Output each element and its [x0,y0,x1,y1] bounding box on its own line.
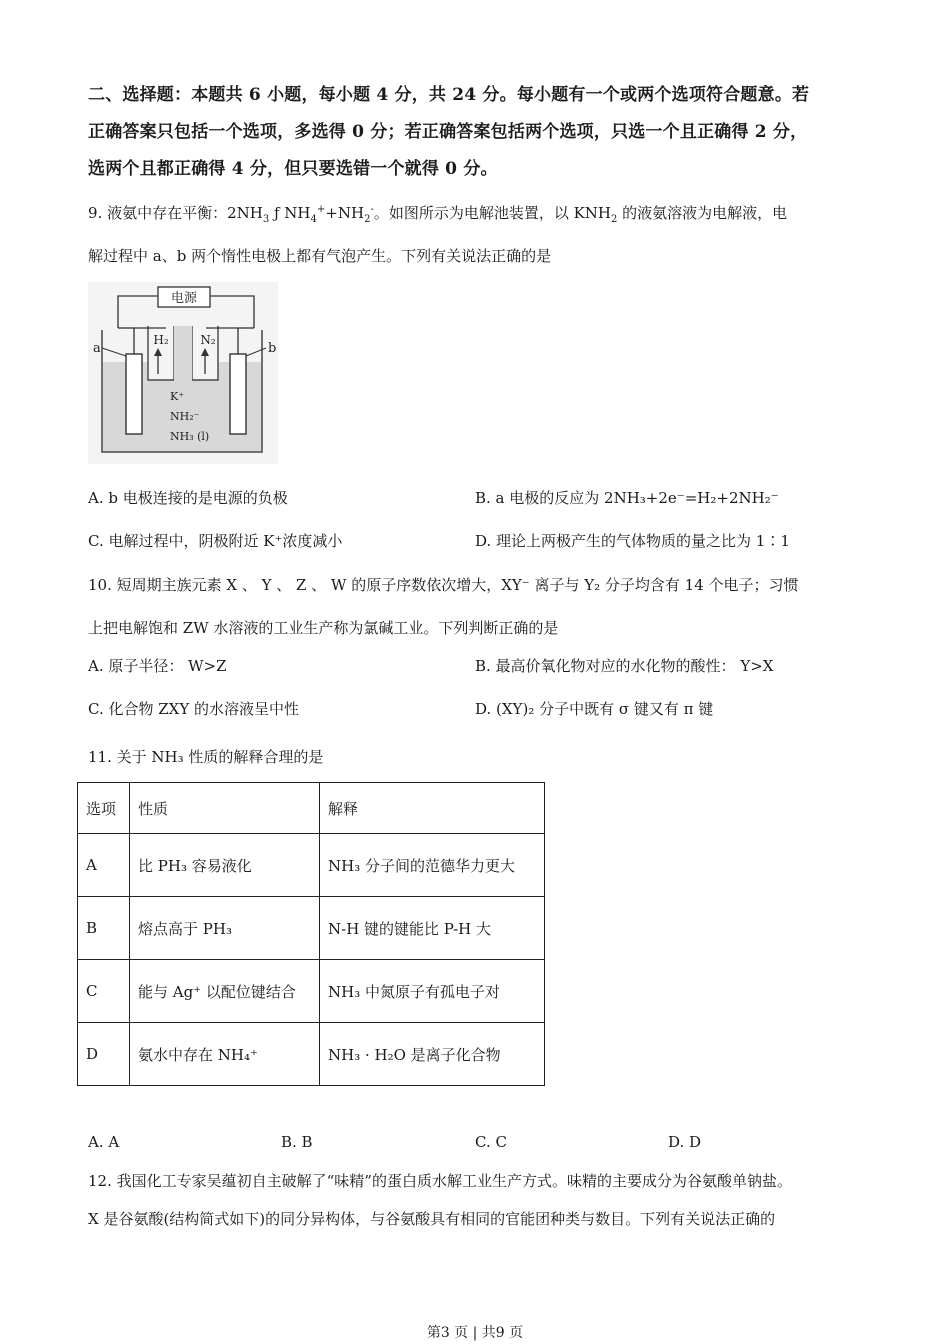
table-row [78,897,545,960]
table-cell: D [78,1023,130,1086]
q9-option-d[interactable]: D. 理论上两极产生的气体物质的量之比为 1∶1 [475,532,790,550]
solvent-label: NH₃ (l) [170,430,210,443]
table-header-cell: 解释 [320,783,545,834]
table-cell: C [78,960,130,1023]
table-cell: 能与 Ag⁺ 以配位键结合 [130,960,320,1023]
q11-option-c[interactable]: C. C [475,1133,507,1151]
power-source-label: 电源 [170,291,198,306]
q11-option-d[interactable]: D. D [668,1133,702,1151]
section-header-line2: 正确答案只包括一个选项，多选得 0 分；若正确答案包括两个选项，只选一个且正确得 2 分， [88,122,808,142]
table-cell: A [78,834,130,897]
q11-table [77,782,545,1086]
q10-option-b[interactable]: B. 最高价氧化物对应的水化物的酸性： Y>X [475,657,774,675]
q10-stem-line1: 10. 短周期主族元素 X 、 Y 、 Z 、 W 的原子序数依次增大，XY⁻ 离子与 Y₂ 分子均含有 14 个电子；习惯 [88,576,799,594]
q10-option-c[interactable]: C. 化合物 ZXY 的水溶液呈中性 [88,700,300,718]
electrode-a-label: a [93,341,101,356]
section-header-line3: 选两个且都正确得 4 分，但只要选错一个就得 0 分。 [88,159,498,179]
table-cell: 熔点高于 PH₃ [130,897,320,960]
n2-label: N₂ [200,333,216,347]
table-row [78,834,545,897]
table-cell: 氨水中存在 NH₄⁺ [130,1023,320,1086]
q9-stem-line1: 9. 液氨中存在平衡：$2NH_3$ ƒ $NH_4^++NH_2^-$。如图所示为电解池装置，以 $KNH_2$ 的液氨溶液为电解液，电 [88,204,788,225]
ion-nh2-label: NH₂⁻ [170,410,200,423]
q10-option-d[interactable]: D. (XY)₂ 分子中既有 σ 键又有 π 键 [475,700,714,718]
table-cell: NH₃ 分子间的范德华力更大 [320,834,545,897]
table-cell: NH₃ 中氮原子有孤电子对 [320,960,545,1023]
table-row [78,1023,545,1086]
q11-option-a[interactable]: A. A [88,1133,120,1151]
q10-option-a[interactable]: A. 原子半径： W>Z [88,657,227,675]
table-cell: B [78,897,130,960]
q9-option-c[interactable]: C. 电解过程中，阴极附近 K⁺浓度减小 [88,532,343,550]
q11-stem: 11. 关于 NH₃ 性质的解释合理的是 [88,748,324,766]
q12-stem-line2: X 是谷氨酸(结构简式如下)的同分异构体，与谷氨酸具有相同的官能团种类与数目。下列有关说法正确的 [88,1210,776,1228]
table-header-row [78,783,545,834]
table-header-cell: 选项 [78,783,130,834]
h2-label: H₂ [153,333,169,347]
table-cell: NH₃ · H₂O 是离子化合物 [320,1023,545,1086]
q11-option-b[interactable]: B. B [281,1133,313,1151]
q10-stem-line2: 上把电解饱和 ZW 水溶液的工业生产称为氯碱工业。下列判断正确的是 [88,619,559,637]
table-cell: 比 PH₃ 容易液化 [130,834,320,897]
q9-option-b[interactable]: B. a 电极的反应为 2NH₃+2e⁻=H₂+2NH₂⁻ [475,489,779,507]
q9-option-a[interactable]: A. b 电极连接的是电源的负极 [88,489,288,507]
page-footer: 第3 页 | 共9 页 [426,1325,524,1341]
electrode-b-label: b [268,341,277,356]
table-row [78,960,545,1023]
electrolysis-cell-diagram [88,282,278,464]
table-cell: N-H 键的键能比 P-H 大 [320,897,545,960]
q9-stem-line2: 解过程中 a、b 两个惰性电极上都有气泡产生。下列有关说法正确的是 [88,247,552,265]
table-header-cell: 性质 [130,783,320,834]
ion-k-label: K⁺ [170,390,185,403]
section-header-line1: 二、选择题：本题共 6 小题，每小题 4 分，共 24 分。每小题有一个或两个选项符合题意。若 [88,85,810,105]
q12-stem-line1: 12. 我国化工专家吴蕴初自主破解了“味精”的蛋白质水解工业生产方式。味精的主要成分为谷氨酸单钠盐。 [88,1172,792,1190]
